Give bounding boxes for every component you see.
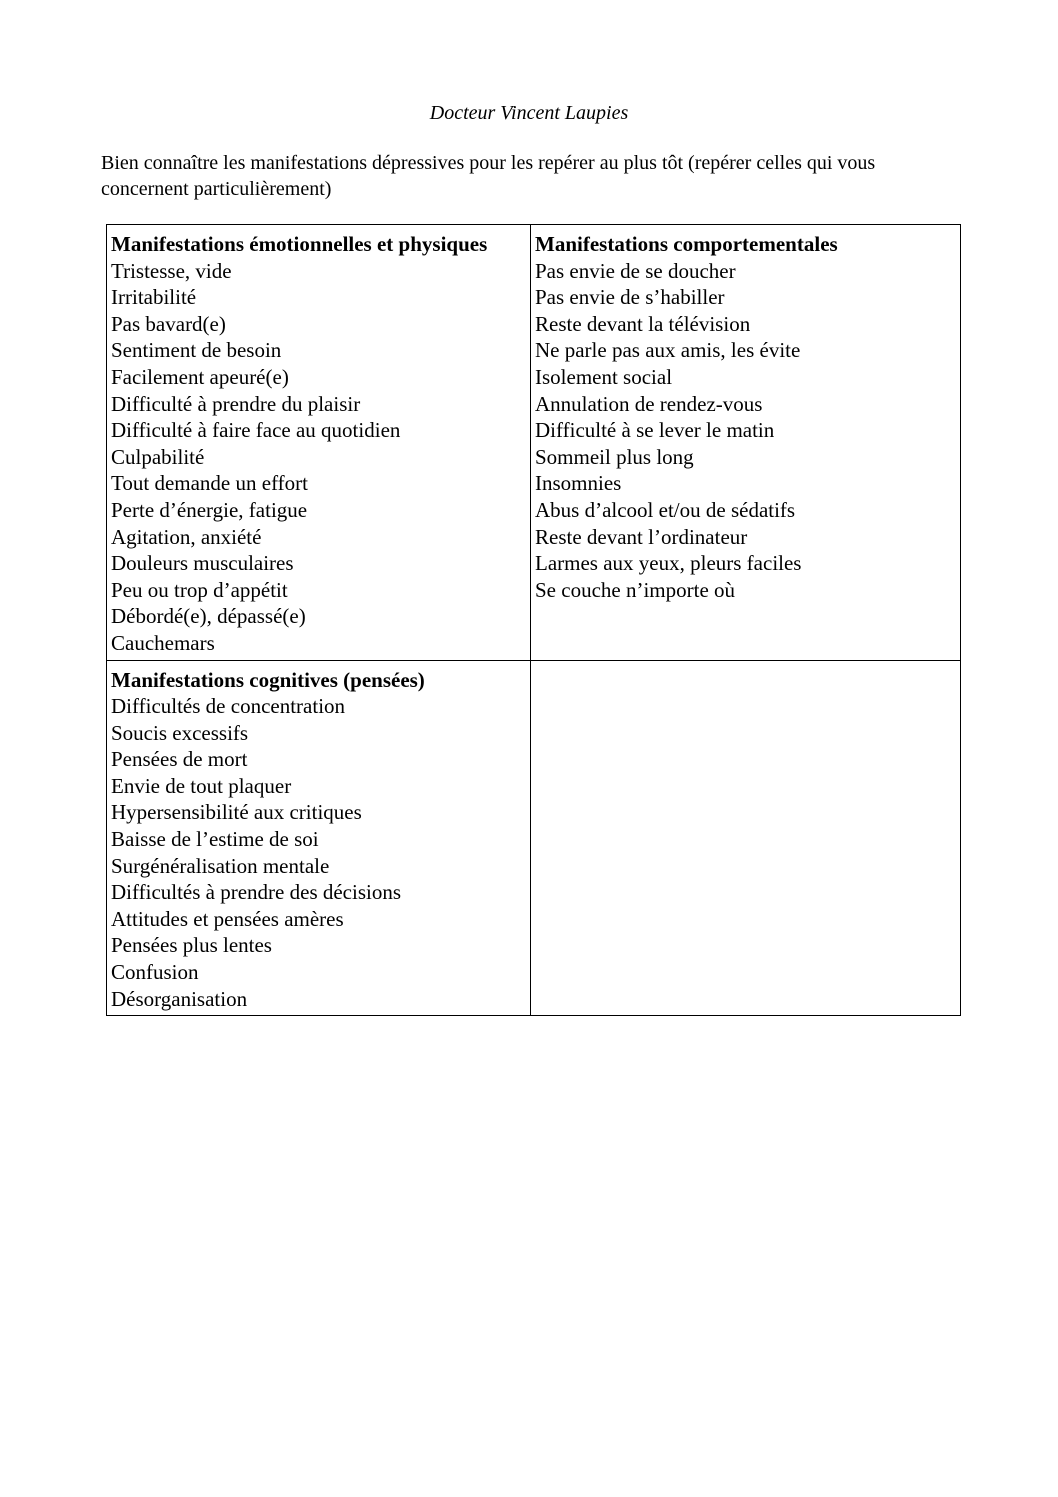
list-item: Facilement apeuré(e) (111, 364, 289, 389)
list-item: Se couche n’importe où (535, 577, 736, 602)
list-item: Baisse de l’estime de soi (111, 827, 319, 852)
list-item: Confusion (111, 960, 199, 985)
cognitive-cell (107, 660, 531, 1016)
list-item: Hypersensibilité aux critiques (111, 800, 362, 825)
list-item: Pensées plus lentes (111, 933, 272, 958)
author-line: Docteur Vincent Laupies (429, 102, 629, 124)
list-item: Pas envie de s’habiller (535, 285, 725, 310)
list-item: Abus d’alcool et/ou de sédatifs (535, 497, 796, 522)
emotional-list (111, 258, 526, 657)
emotional-title: Manifestations émotionnelles et physiques (111, 232, 488, 256)
empty-cell-space (535, 667, 956, 1011)
list-item: Difficulté à faire face au quotidien (111, 418, 401, 443)
list-item: Difficultés à prendre des décisions (111, 880, 402, 905)
list-item: Peu ou trop d’appétit (111, 577, 288, 602)
list-item: Cauchemars (111, 630, 215, 655)
cognitive-list (111, 693, 526, 1012)
list-item: Désorganisation (111, 986, 248, 1011)
list-item: Culpabilité (111, 444, 205, 469)
list-item: Insomnies (535, 471, 622, 496)
list-item: Larmes aux yeux, pleurs faciles (535, 551, 802, 576)
list-item: Sommeil plus long (535, 444, 694, 469)
list-item: Ne parle pas aux amis, les évite (535, 338, 801, 363)
list-item: Attitudes et pensées amères (111, 906, 344, 931)
list-item: Difficulté à se lever le matin (535, 418, 775, 443)
behavioral-title: Manifestations comportementales (535, 232, 838, 256)
list-item: Tout demande un effort (111, 471, 308, 496)
list-item: Annulation de rendez-vous (535, 391, 763, 416)
list-item: Douleurs musculaires (111, 551, 294, 576)
cognitive-title: Manifestations cognitives (pensées) (111, 667, 425, 692)
table-row (107, 225, 961, 661)
intro-paragraph: Bien connaître les manifestations dépressives pour les repérer au plus tôt (repérer celles qui vous concernent particulièrement) (101, 152, 876, 200)
list-item: Soucis excessifs (111, 720, 249, 745)
behavioral-list (535, 258, 956, 604)
list-item: Isolement social (535, 364, 673, 389)
table-row (107, 660, 961, 1016)
list-item: Tristesse, vide (111, 258, 232, 283)
empty-cell (531, 660, 961, 1016)
emotional-cell (107, 225, 531, 661)
behavioral-cell (531, 225, 961, 661)
list-item: Irritabilité (111, 285, 197, 310)
list-item: Reste devant la télévision (535, 311, 751, 336)
list-item: Pas envie de se doucher (535, 258, 736, 283)
manifestations-table (106, 224, 961, 1016)
list-item: Difficulté à prendre du plaisir (111, 391, 361, 416)
list-item: Débordé(e), dépassé(e) (111, 604, 306, 629)
list-item: Surgénéralisation mentale (111, 853, 330, 878)
list-item: Sentiment de besoin (111, 338, 282, 363)
list-item: Reste devant l’ordinateur (535, 524, 748, 549)
list-item: Perte d’énergie, fatigue (111, 497, 308, 522)
list-item: Pas bavard(e) (111, 311, 226, 336)
list-item: Difficultés de concentration (111, 694, 346, 719)
list-item: Agitation, anxiété (111, 524, 262, 549)
list-item: Envie de tout plaquer (111, 773, 292, 798)
list-item: Pensées de mort (111, 747, 248, 772)
